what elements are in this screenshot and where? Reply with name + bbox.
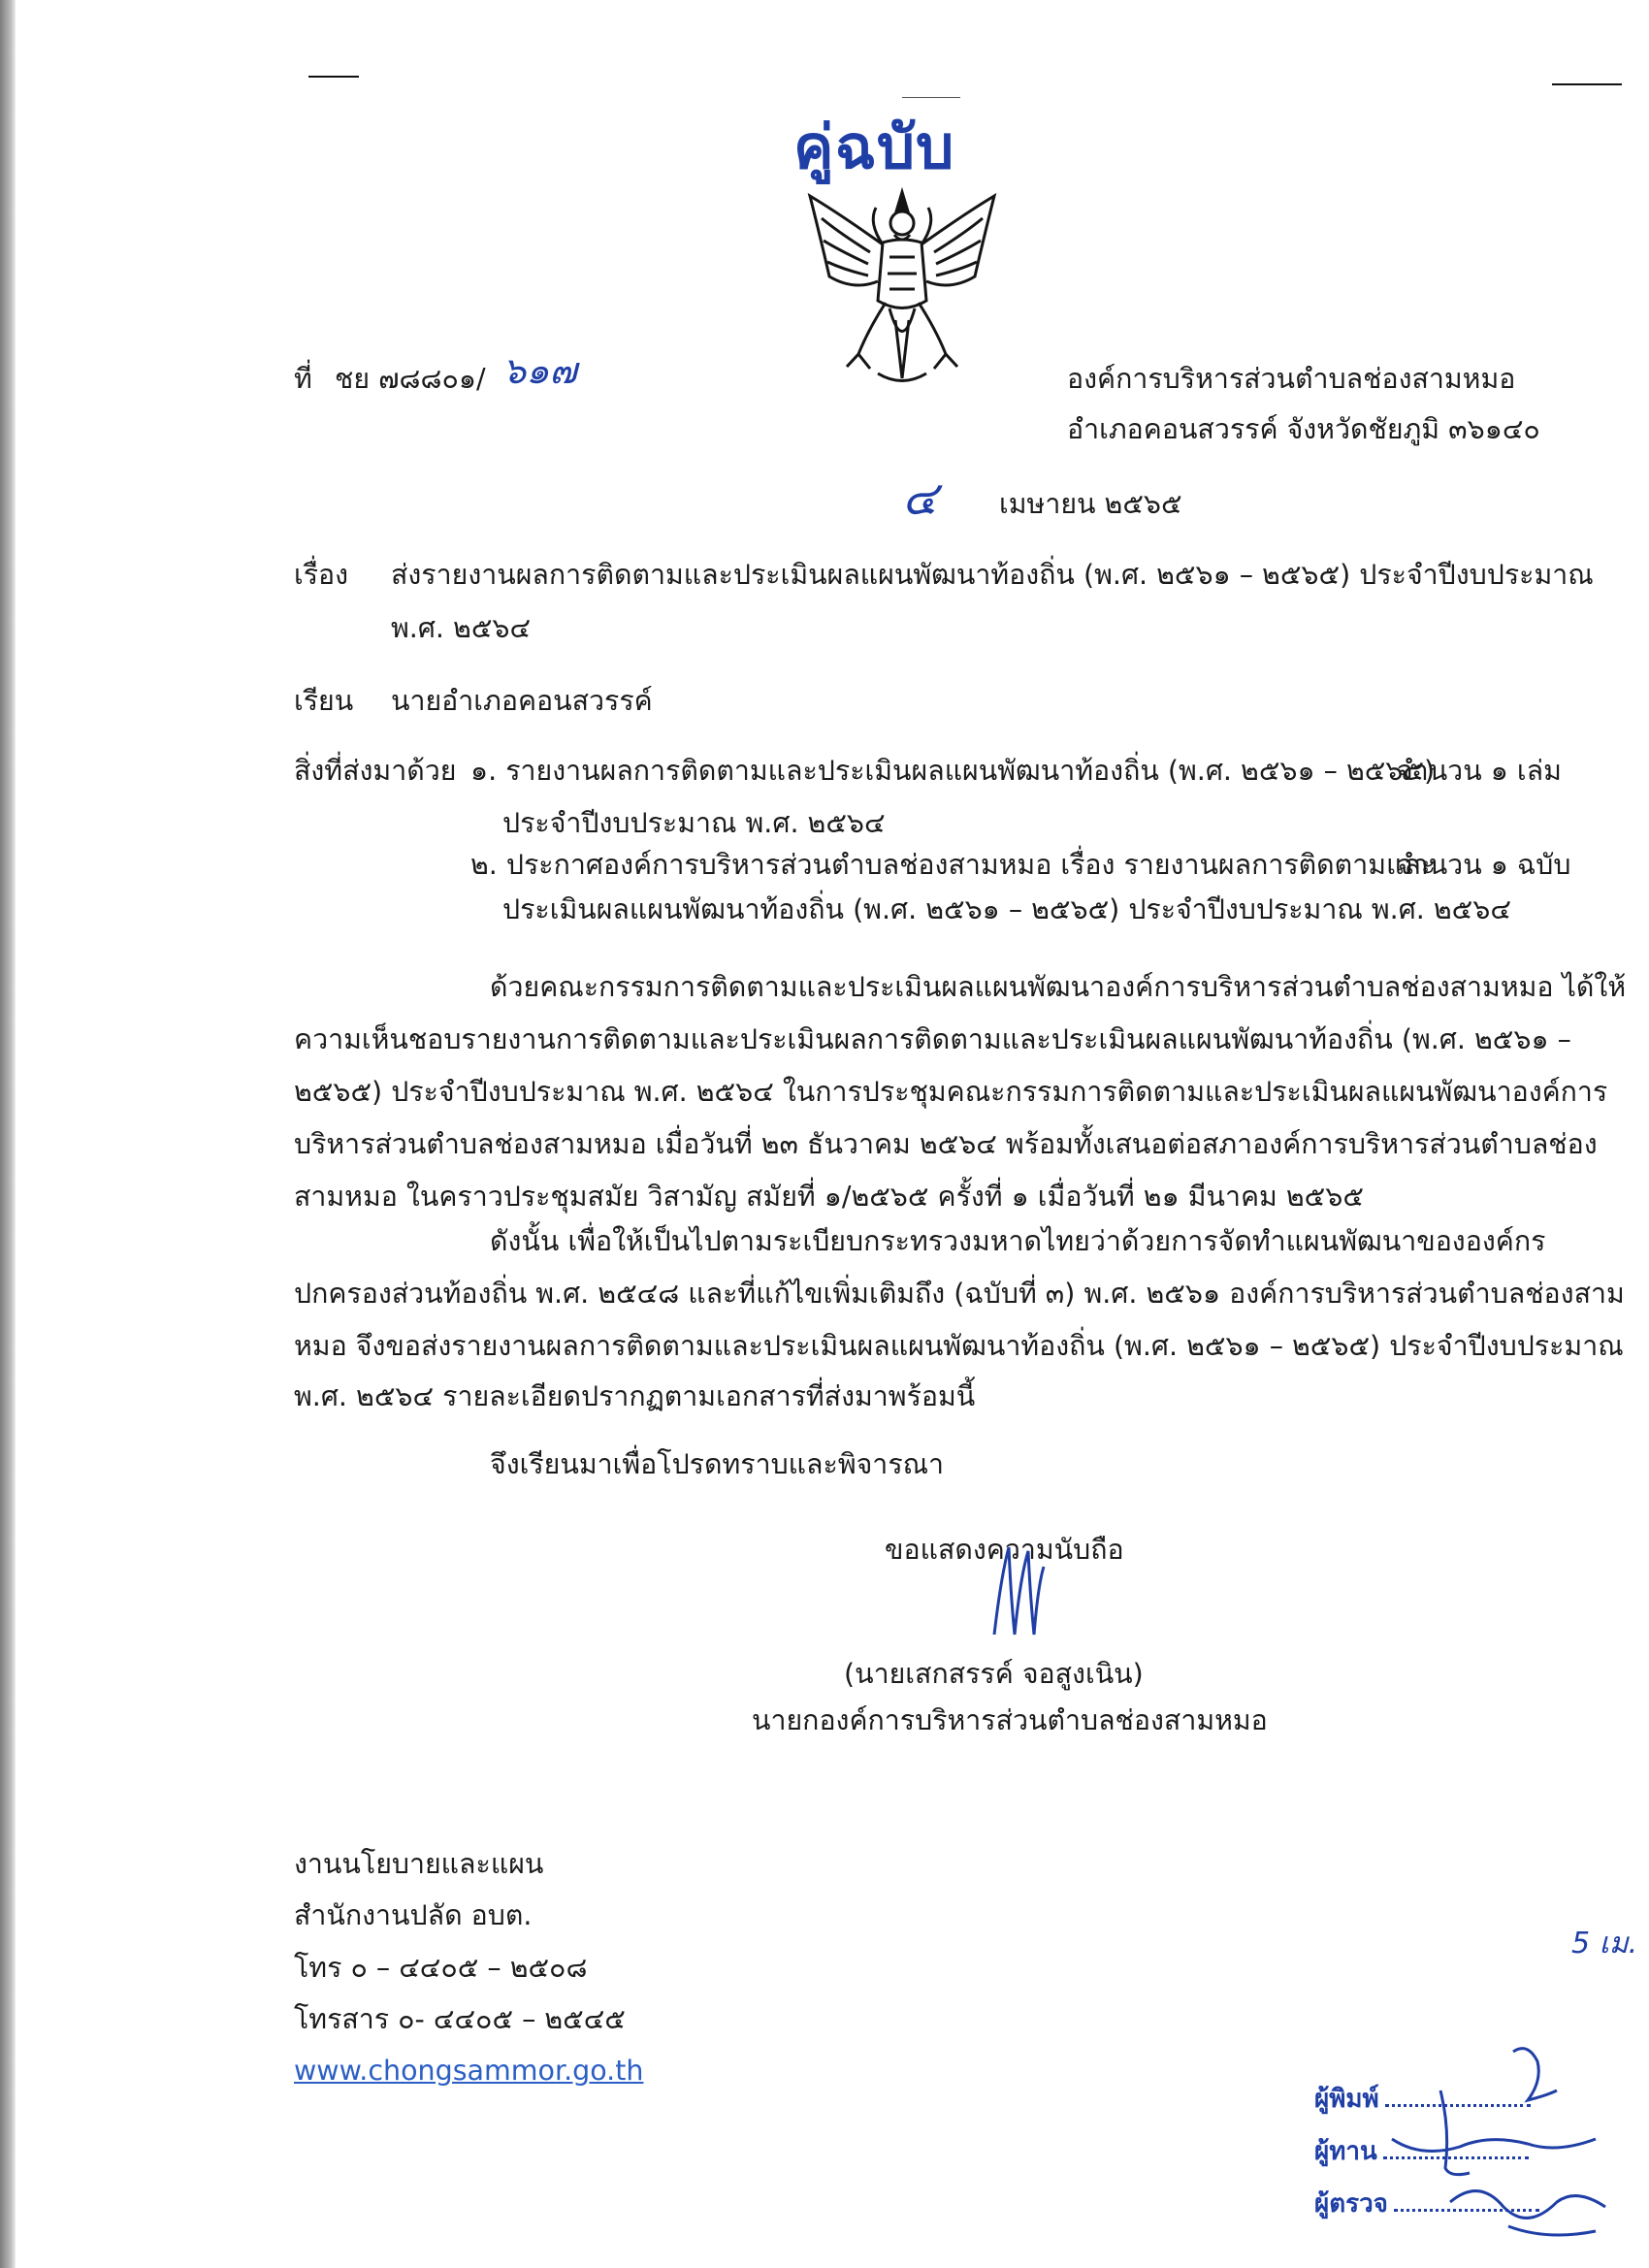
garuda-emblem-icon xyxy=(800,184,1004,388)
review-verifier-label: ผู้ตรวจ xyxy=(1314,2189,1388,2219)
subject-line-1: ส่งรายงานผลการติดตามและประเมินผลแผนพัฒนาท้องถิ่น (พ.ศ. ๒๕๖๑ – ๒๕๖๕) ประจำปีงบประมาณ xyxy=(391,559,1594,591)
recipient-name: นายอำเภอคอนสวรรค์ xyxy=(391,685,653,717)
footer-phone: โทร ๐ – ๔๔๐๕ – ๒๕๐๘ xyxy=(294,1952,588,1984)
footer-fax: โทรสาร ๐- ๔๔๐๕ – ๒๕๔๕ xyxy=(294,2003,626,2035)
body-p1-line-5: สามหมอ ในคราวประชุมสมัย วิสามัญ สมัยที่ ๑/๒๕๖๕ ครั้งที่ ๑ เมื่อวันที่ ๒๑ มีนาคม ๒๕๖๕ xyxy=(294,1181,1364,1213)
review-verifier xyxy=(1314,2187,1539,2221)
footer-website-link[interactable]: www.chongsammor.go.th xyxy=(294,2055,644,2087)
enclosure-2-line-1: ๒. ประกาศองค์การบริหารส่วนตำบลช่องสามหมอ เรื่อง รายงานผลการติดตามและ xyxy=(470,849,1437,881)
ref-label: ที่ xyxy=(294,363,312,395)
body-p1-line-3: ๒๕๖๕) ประจำปีงบประมาณ พ.ศ. ๒๕๖๔ ในการประชุมคณะกรรมการติดตามและประเมินผลแผนพัฒนาองค์การ xyxy=(294,1076,1608,1108)
org-address: อำเภอคอนสวรรค์ จังหวัดชัยภูมิ ๓๖๑๔๐ xyxy=(1067,413,1540,445)
footer-dept: งานนโยบายและแผน xyxy=(294,1848,544,1880)
scan-edge-shadow xyxy=(0,0,16,2268)
review-verifier-line xyxy=(1394,2189,1539,2212)
review-typist-label: ผู้พิมพ์ xyxy=(1314,2085,1379,2114)
org-name: องค์การบริหารส่วนตำบลช่องสามหมอ xyxy=(1067,363,1516,395)
enclosure-2-qty: จำนวน ๑ ฉบับ xyxy=(1397,849,1571,881)
top-right-mark xyxy=(1552,83,1622,85)
signer-title: นายกองค์การบริหารส่วนตำบลช่องสามหมอ xyxy=(752,1704,1268,1736)
top-center-mark xyxy=(902,97,960,98)
closing-line: จึงเรียนมาเพื่อโปรดทราบและพิจารณา xyxy=(490,1448,945,1480)
top-left-mark xyxy=(308,76,359,78)
body-p2-line-1: ดังนั้น เพื่อให้เป็นไปตามระเบียบกระทรวงมหาดไทยว่าด้วยการจัดทำแผนพัฒนาขององค์กร xyxy=(490,1225,1546,1257)
enclosure-1-qty: จำนวน ๑ เล่ม xyxy=(1397,755,1562,787)
ref-handwritten: ๖๑๗ xyxy=(502,349,577,392)
letter-date: เมษายน ๒๕๖๕ xyxy=(999,488,1182,520)
review-checker-line xyxy=(1383,2137,1529,2159)
signature-mark xyxy=(980,1538,1057,1644)
date-day-handwritten: ๔ xyxy=(902,471,938,526)
enclosure-1-line-1: ๑. รายงานผลการติดตามและประเมินผลแผนพัฒนาท้องถิ่น (พ.ศ. ๒๕๖๑ – ๒๕๖๕) xyxy=(470,755,1436,787)
enclosure-2-line-2: ประเมินผลแผนพัฒนาท้องถิ่น (พ.ศ. ๒๕๖๑ – ๒๕๖๕) ประจำปีงบประมาณ พ.ศ. ๒๕๖๔ xyxy=(502,893,1511,925)
recipient-label: เรียน xyxy=(294,685,354,717)
signer-name: (นายเสกสรรค์ จอสูงเนิน) xyxy=(844,1658,1144,1690)
review-checker xyxy=(1314,2134,1529,2169)
body-p2-line-3: หมอ จึงขอส่งรายงานผลการติดตามและประเมินผลแผนพัฒนาท้องถิ่น (พ.ศ. ๒๕๖๑ – ๒๕๖๕) ประจำปีงบประมาณ xyxy=(294,1330,1624,1362)
body-p1-line-4: บริหารส่วนตำบลช่องสามหมอ เมื่อวันที่ ๒๓ ธันวาคม ๒๕๖๔ พร้อมทั้งเสนอต่อสภาองค์การบริหารส่วนตำบลช่อง xyxy=(294,1128,1598,1160)
enclosures-label: สิ่งที่ส่งมาด้วย xyxy=(294,755,457,787)
salutation: ขอแสดงความนับถือ xyxy=(885,1534,1124,1566)
review-typist-line xyxy=(1385,2085,1531,2107)
body-p1-line-1: ด้วยคณะกรรมการติดตามและประเมินผลแผนพัฒนาองค์การบริหารส่วนตำบลช่องสามหมอ ได้ให้ xyxy=(490,971,1627,1003)
body-p1-line-2: ความเห็นชอบรายงานการติดตามและประเมินผลการติดตามและประเมินผลแผนพัฒนาท้องถิ่น (พ.ศ. ๒๕๖๑ – xyxy=(294,1023,1571,1055)
subject-label: เรื่อง xyxy=(294,559,349,591)
footer-office: สำนักงานปลัด อบต. xyxy=(294,1899,533,1931)
review-handwritten-date: 5 เม. xyxy=(1571,1927,1638,1960)
enclosure-1-line-2: ประจำปีงบประมาณ พ.ศ. ๒๕๖๔ xyxy=(502,807,886,839)
body-p2-line-4: พ.ศ. ๒๕๖๔ รายละเอียดปรากฏตามเอกสารที่ส่งมาพร้อมนี้ xyxy=(294,1380,976,1412)
body-p2-line-2: ปกครองส่วนท้องถิ่น พ.ศ. ๒๕๔๘ และที่แก้ไขเพิ่มเติมถึง (ฉบับที่ ๓) พ.ศ. ๒๕๖๑ องค์การบริหารส่วนตำบลช่องสาม xyxy=(294,1278,1625,1310)
review-typist xyxy=(1314,2082,1531,2117)
ref-number: ชย ๗๘๘๐๑/ xyxy=(335,363,486,395)
subject-line-2: พ.ศ. ๒๕๖๔ xyxy=(391,612,532,644)
copy-stamp: คู่ฉบับ xyxy=(793,112,955,182)
review-checker-label: ผู้ทาน xyxy=(1314,2137,1377,2166)
